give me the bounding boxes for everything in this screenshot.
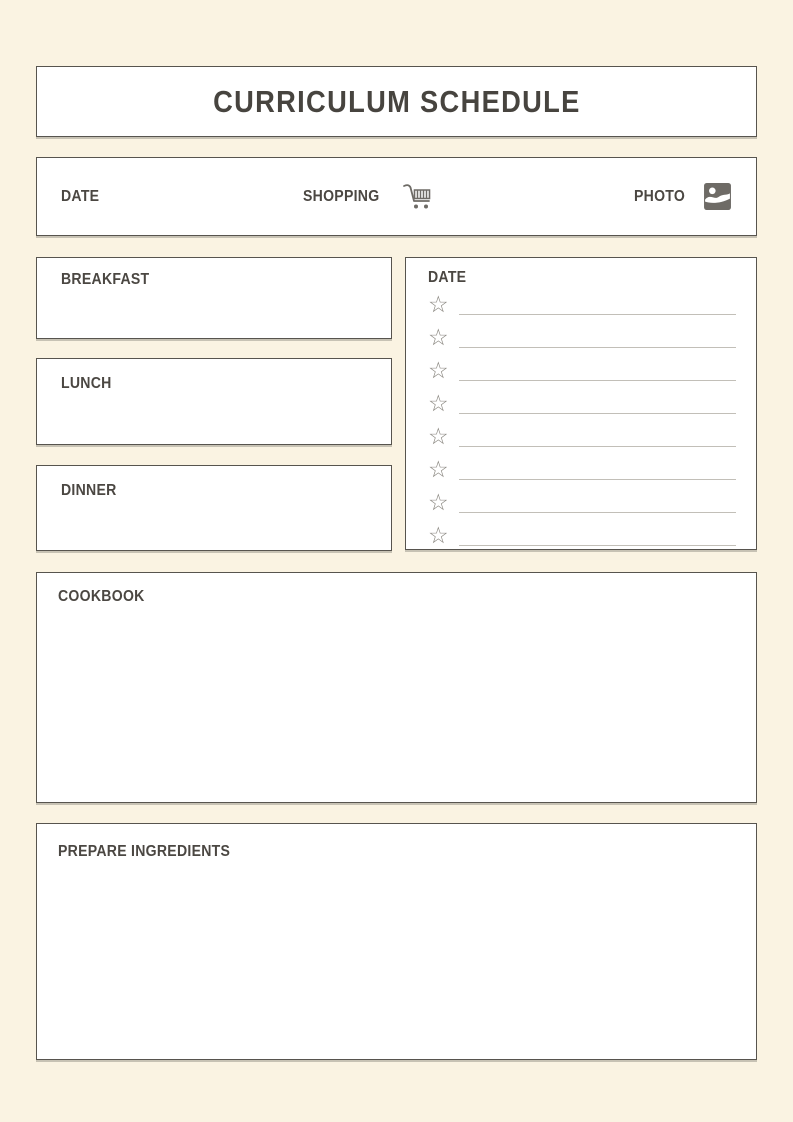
checklist-row [428,520,736,553]
lunch-section [36,358,392,445]
star-icon: ☆ [428,358,449,384]
title-section [36,66,757,137]
photo-group [634,182,732,211]
checklist-row [428,289,736,322]
photo-label: PHOTO [633,187,686,205]
checklist-line [459,512,736,513]
checklist-line [459,413,736,414]
photo-icon [703,182,732,211]
checklist-row [428,487,736,520]
shopping-cart-icon [401,182,435,212]
checklist-row [428,421,736,454]
star-icon: ☆ [428,391,449,417]
dinner-section [36,465,392,551]
star-icon: ☆ [428,490,449,516]
shopping-label: SHOPPING [303,187,380,205]
breakfast-label: BREAKFAST [61,271,150,288]
checklist-line [459,380,736,381]
checklist-row [428,355,736,388]
breakfast-section [36,257,392,339]
checklist-line [459,446,736,447]
checklist-line [459,545,736,546]
checklist-line [459,479,736,480]
checklist-section [405,257,757,550]
star-icon: ☆ [428,457,449,483]
info-row [36,157,757,236]
dinner-label: DINNER [61,482,117,499]
checklist-line [459,314,736,315]
star-icon: ☆ [428,292,449,318]
checklist-title: DATE [428,269,467,286]
page-title: CURRICULUM SCHEDULE [212,83,581,119]
lunch-label: LUNCH [61,375,112,392]
prepare-ingredients-label: PREPARE INGREDIENTS [58,843,231,860]
checklist-rows [428,289,736,553]
checklist-row [428,388,736,421]
star-icon: ☆ [428,424,449,450]
star-icon: ☆ [428,325,449,351]
checklist-row [428,454,736,487]
cookbook-label: COOKBOOK [58,588,145,605]
prepare-ingredients-section [36,823,757,1060]
cookbook-section [36,572,757,803]
checklist-line [459,347,736,348]
shopping-group [303,182,435,212]
checklist-row [428,322,736,355]
star-icon: ☆ [428,523,449,549]
date-label: DATE [61,187,100,205]
